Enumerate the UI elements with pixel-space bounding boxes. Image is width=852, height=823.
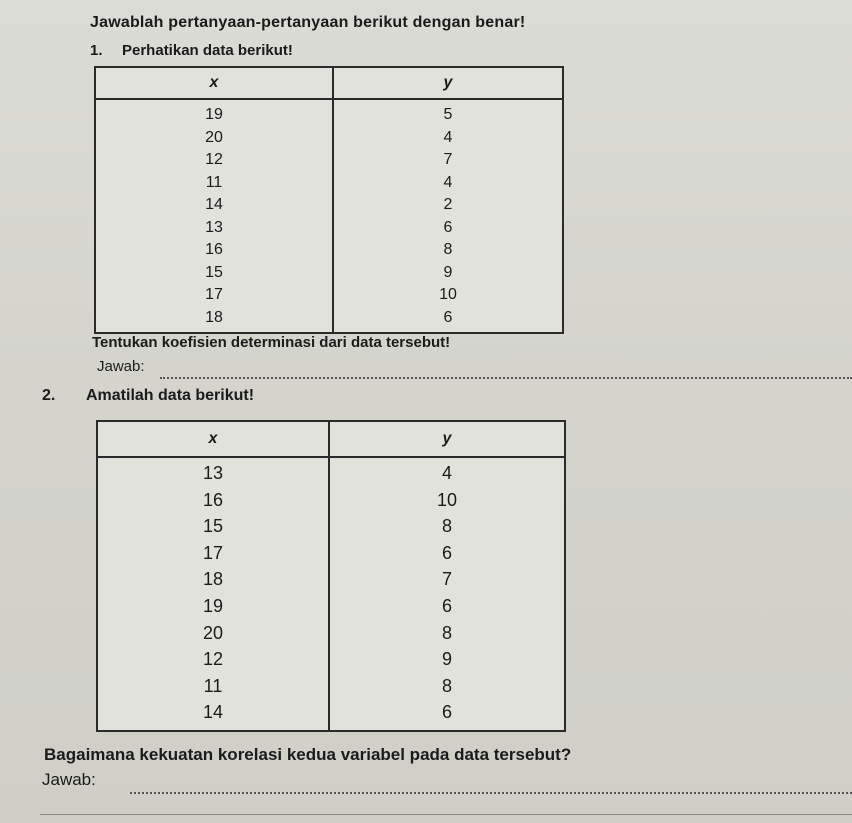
table-2-y-column — [329, 457, 565, 731]
table-2-y-value: 7 — [441, 569, 452, 590]
table-2-x-value: 14 — [202, 702, 224, 723]
question-1-data-table — [94, 66, 564, 334]
table-2-y-value: 8 — [441, 516, 452, 537]
table-2-y-value: 9 — [441, 649, 452, 670]
table-1-x-value: 12 — [205, 151, 223, 168]
table-1-y-value: 10 — [439, 286, 457, 303]
table-1-y-value: 5 — [443, 106, 453, 123]
table-1-x-column — [95, 99, 333, 333]
table-2-x-column — [97, 457, 329, 731]
question-1-number: 1. — [90, 42, 103, 59]
question-2-title — [42, 387, 254, 405]
table-2-x-value: 12 — [202, 649, 224, 670]
table-1-x-value: 18 — [205, 308, 223, 326]
question-2-answer-label: Jawab: — [42, 770, 96, 789]
table-1-x-value: 17 — [205, 286, 223, 303]
question-2-prompt: Bagaimana kekuatan korelasi kedua variabel pada data tersebut? — [44, 745, 572, 764]
table-1-y-value: 4 — [443, 173, 453, 191]
table-2-y-value: 6 — [441, 702, 452, 723]
table-2-x-value: 13 — [202, 463, 224, 483]
question-1-answer-line[interactable] — [160, 377, 852, 379]
table-2-header-x: x — [97, 421, 329, 457]
table-2-x-value: 19 — [202, 595, 224, 616]
table-2-x-value: 17 — [202, 542, 224, 563]
table-1-y-value: 6 — [443, 218, 453, 236]
page-bottom-rule — [40, 814, 852, 815]
table-2-y-value: 6 — [441, 542, 452, 563]
table-1-x-value: 20 — [205, 128, 223, 146]
question-1-title — [90, 42, 293, 59]
table-1-y-value: 2 — [443, 196, 453, 213]
table-1-y-value: 9 — [443, 263, 453, 281]
question-1-answer-label: Jawab: — [97, 358, 145, 375]
table-1-x-value: 13 — [205, 218, 223, 236]
table-2-x-value: 15 — [202, 516, 224, 537]
table-2-y-value: 8 — [441, 675, 452, 696]
table-2-y-value: 10 — [436, 489, 458, 510]
question-2-answer-line[interactable] — [130, 792, 852, 794]
question-1-prompt: Tentukan koefisien determinasi dari data tersebut! — [92, 334, 451, 351]
table-2-x-value: 18 — [202, 569, 224, 590]
table-1-header-x: x — [95, 67, 333, 99]
table-2-header-y: y — [329, 421, 565, 457]
table-2-x-value: 20 — [202, 622, 224, 643]
question-2-title-text: Amatilah data berikut! — [86, 387, 255, 404]
table-1-y-value: 7 — [443, 151, 453, 168]
table-1-y-value: 8 — [443, 241, 453, 258]
table-1-x-value: 14 — [205, 196, 223, 213]
table-1-x-value: 15 — [205, 263, 223, 281]
question-2-number: 2. — [42, 387, 56, 404]
table-1-x-value: 11 — [205, 173, 223, 191]
table-1-y-column — [333, 99, 563, 333]
table-1-y-value: 4 — [443, 128, 453, 146]
question-2-data-table — [96, 420, 566, 732]
table-1-x-value: 19 — [205, 106, 223, 123]
table-1-y-value: 6 — [443, 308, 453, 326]
table-2-y-value: 4 — [441, 463, 452, 483]
table-2-x-value: 16 — [202, 489, 224, 510]
table-1-header-y: y — [333, 67, 563, 99]
table-2-y-value: 8 — [441, 622, 452, 643]
table-1-x-value: 16 — [205, 241, 223, 258]
table-2-x-value: 11 — [203, 675, 223, 696]
table-2-y-value: 6 — [441, 595, 452, 616]
question-1-title-text: Perhatikan data berikut! — [122, 42, 293, 59]
worksheet-heading: Jawablah pertanyaan-pertanyaan berikut dengan benar! — [90, 14, 526, 31]
